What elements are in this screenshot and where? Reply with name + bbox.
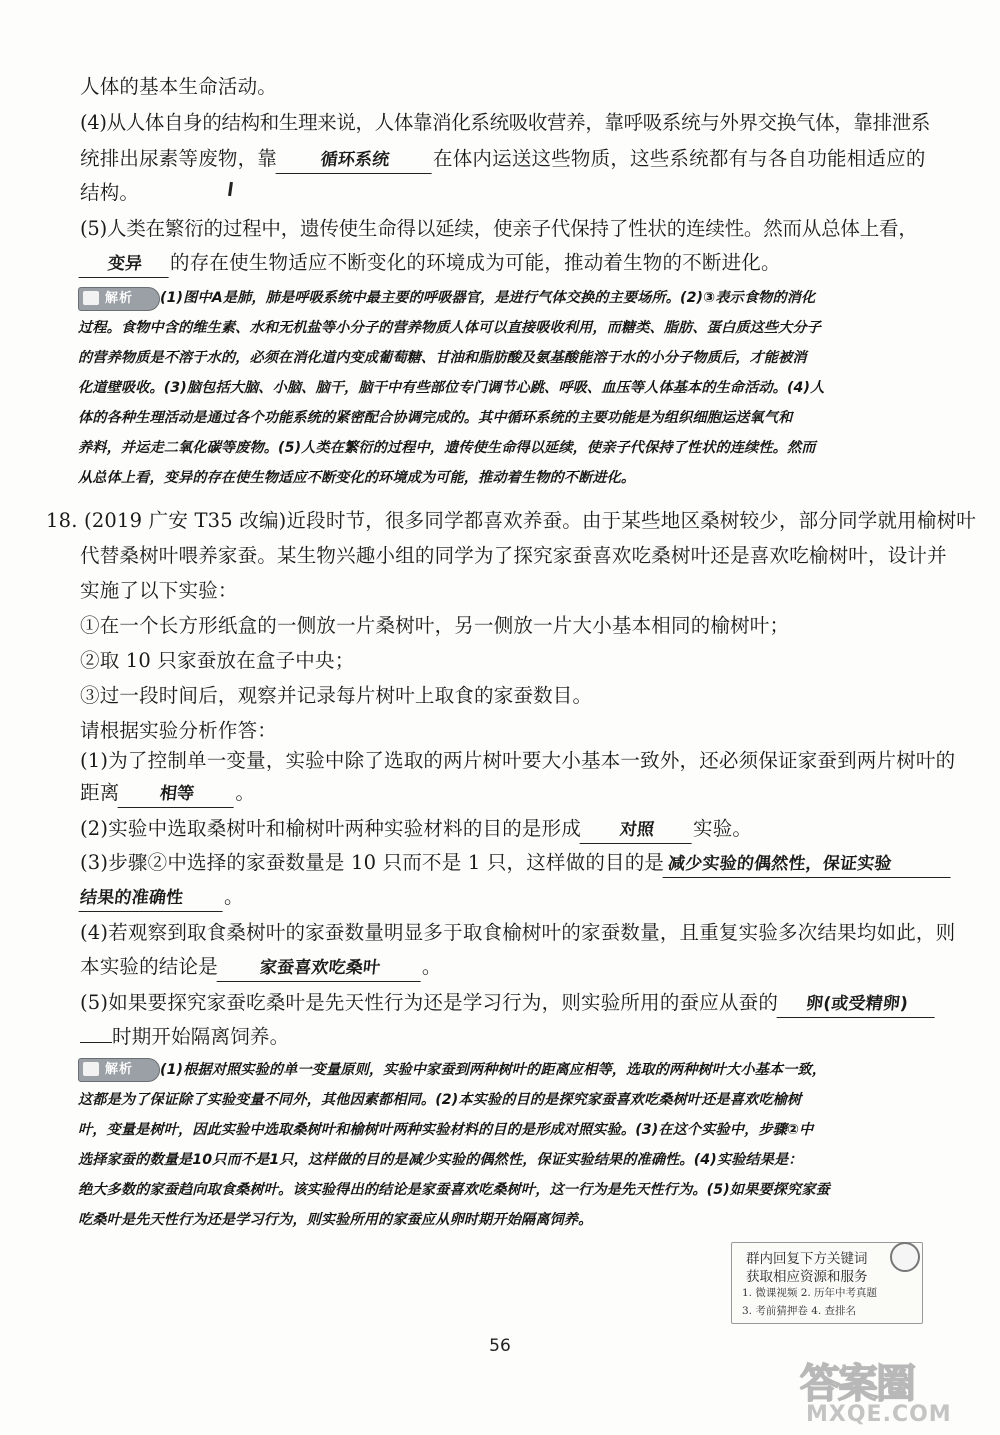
part-2-line [80, 812, 752, 846]
text-segment: 。 [421, 955, 442, 978]
text-line: 实施了以下实验： [80, 579, 238, 602]
magnifier-icon [890, 1242, 920, 1272]
part-5-line-2 [80, 1020, 289, 1054]
text-segment: 统排出尿素等废物，靠 [80, 147, 278, 170]
explanation-block [78, 283, 938, 493]
text-segment: 的存在使生物适应不断变化的环境成为可能，推动着生物的不断进化。 [170, 251, 781, 274]
answer-blank: 变异 [79, 251, 172, 278]
answer-blank: 家蚕喜欢吃桑叶 [216, 955, 423, 982]
watermark-domain: MXQE.COM [806, 1402, 952, 1427]
answer-blank: 循环系统 [276, 147, 435, 174]
pen-mark [228, 182, 233, 196]
text-segment: 。 [235, 781, 256, 804]
part-3-line [80, 846, 952, 880]
explanation-tag-label: 解析 [105, 1062, 134, 1077]
text-segment: (5)如果要探究家蚕吃桑叶是先天性行为还是学习行为，则实验所用的蚕应从蚕的 [80, 991, 779, 1014]
explanation-line: 叶，变量是树叶，因此实验中选取桑树叶和榆树叶两种实验材料的目的是形成对照实验。(3)在这个实验中，步骤②中 [78, 1122, 814, 1138]
experiment-step: ①在一个长方形纸盒的一侧放一片桑树叶，另一侧放一片大小基本相同的榆树叶； [80, 614, 790, 637]
watermark [800, 1352, 990, 1432]
answer-blank: 相等 [118, 781, 237, 808]
experiment-step: ③过一段时间后，观察并记录每片树叶上取食的家蚕数目。 [80, 684, 593, 707]
text-segment: (2)实验中选取桑树叶和榆树叶两种实验材料的目的是形成 [80, 817, 582, 840]
answer-blank: 卵(或受精卵) [777, 991, 938, 1018]
answer-blank: 减少实验的偶然性，保证实验 [663, 851, 954, 878]
part-4-line: (4)若观察到取食桑树叶的家蚕数量明显多于取食榆树叶的家蚕数量，且重复实验多次结果均如此，则 [80, 921, 956, 944]
explanation-line: 养料，并运走二氧化碳等废物。(5)人类在繁衍的过程中，遗传使生命得以延续，使亲子代保持了性状的连续性。然而 [78, 440, 816, 456]
part-1-answer-line [80, 776, 255, 810]
explanation-line: 这都是为了保证除了实验变量不同外，其他因素都相同。(2)本实验的目的是探究家蚕喜欢吃桑树叶还是喜欢吃榆树 [78, 1092, 802, 1108]
question-4-answer-line [80, 142, 926, 176]
promo-title: 群内回复下方关键词 [746, 1251, 868, 1267]
question-4-line: (4)从人体自身的结构和生理来说，人体靠消化系统吸收营养，靠呼吸系统与外界交换气体，靠排泄系 [80, 111, 931, 134]
explanation-line: 从总体上看，变异的存在使生物适应不断变化的环境成为可能，推动着生物的不断进化。 [78, 470, 636, 486]
answer-blank-continued [80, 1042, 112, 1043]
explanation-line: 过程。食物中含的维生素、水和无机盐等小分子的营养物质人体可以直接吸收利用，而糖类、脂肪、蛋白质这些大分子 [78, 320, 821, 336]
text-line: 代替桑树叶喂养家蚕。某生物兴趣小组的同学为了探究家蚕喜欢吃桑树叶还是喜欢吃榆树叶，设计并 [80, 544, 947, 567]
text-segment: 时期开始隔离饲养。 [112, 1025, 290, 1048]
text-segment: 实验。 [693, 817, 753, 840]
watermark-logo: 答案圈 [800, 1361, 914, 1407]
text-segment: 本实验的结论是 [80, 955, 218, 978]
answer-blank: 结果的准确性 [79, 885, 226, 912]
part-3-line-2 [80, 880, 244, 914]
text-segment: 。 [224, 885, 244, 908]
question-18-stem: 18. (2019 广安 T35 改编)近段时节，很多同学都喜欢养蚕。由于某些地区桑树较少，部分同学就用榆树叶 [46, 509, 976, 532]
text-line: 结构。 [80, 181, 140, 204]
explanation-line: 体的各种生理活动是通过各个功能系统的紧密配合协调完成的。其中循环系统的主要功能是为组织细胞运送氧气和 [78, 410, 793, 426]
promo-items: 1. 微课视频 2. 历年中考真题 [742, 1287, 878, 1299]
promo-items: 3. 考前猜押卷 4. 查排名 [742, 1305, 857, 1317]
explanation-line: 选择家蚕的数量是10只而不是1只，这样做的目的是减少实验的偶然性，保证实验结果的准确性。(4)实验结果是： [78, 1152, 803, 1168]
explanation-line: (1)图中A是肺，肺是呼吸系统中最主要的呼吸器官，是进行气体交换的主要场所。(2)③表示食物的消化 [160, 290, 816, 306]
text-line: 请根据实验分析作答： [80, 719, 278, 742]
part-4-answer-line [80, 950, 442, 984]
part-5-line [80, 986, 936, 1020]
explanation-line: 吃桑叶是先天性行为还是学习行为，则实验所用的家蚕应从卵时期开始隔离饲养。 [78, 1212, 593, 1228]
text-segment: (3)步骤②中选择的家蚕数量是 10 只而不是 1 只，这样做的目的是 [80, 851, 665, 874]
promo-subtitle: 获取相应资源和服务 [746, 1269, 868, 1285]
explanation-block [78, 1055, 938, 1235]
explanation-line: 化道壁吸收。(3)脑包括大脑、小脑、脑干，脑干中有些部位专门调节心跳、呼吸、血压等人体基本的生命活动。(4)人 [78, 380, 825, 396]
question-5-answer-line [80, 246, 781, 280]
answer-blank: 对照 [580, 817, 695, 844]
explanation-tag-label: 解析 [105, 291, 134, 306]
text-line: 人体的基本生命活动。 [80, 75, 278, 98]
explanation-line: (1)根据对照实验的单一变量原则，实验中家蚕到两种树叶的距离应相等，选取的两种树叶大小基本一致， [160, 1062, 827, 1078]
part-1-line: (1)为了控制单一变量，实验中除了选取的两片树叶要大小基本一致外，还必须保证家蚕到两片树叶的 [80, 749, 956, 772]
page-number: 56 [489, 1336, 511, 1356]
text-segment: 在体内运送这些物质，这些系统都有与各自功能相适应的 [433, 147, 926, 170]
explanation-line: 的营养物质是不溶于水的，必须在消化道内变成葡萄糖、甘油和脂肪酸及氨基酸能溶于水的小分子物质后，才能被消 [78, 350, 807, 366]
experiment-step: ②取 10 只家蚕放在盒子中央； [80, 649, 355, 672]
text-segment: 距离 [80, 781, 120, 804]
question-5-line: (5)人类在繁衍的过程中，遗传使生命得以延续，使亲子代保持了性状的连续性。然而从总体上看， [80, 217, 918, 240]
explanation-line: 绝大多数的家蚕趋向取食桑树叶。该实验得出的结论是家蚕喜欢吃桑树叶，这一行为是先天性行为。(5)如果要探究家蚕 [78, 1182, 830, 1198]
